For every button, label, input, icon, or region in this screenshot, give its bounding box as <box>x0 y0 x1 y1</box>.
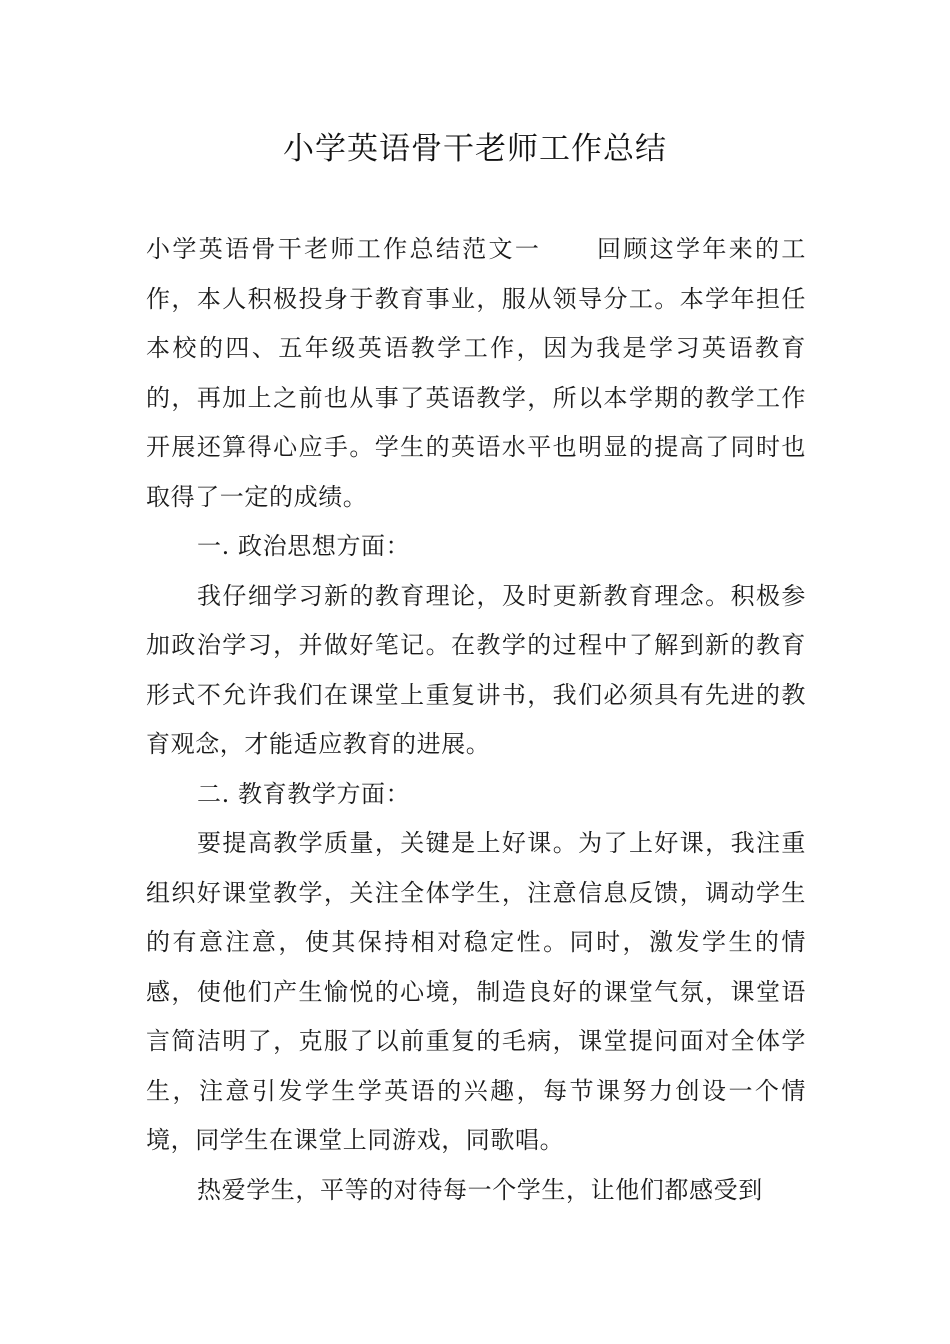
document-title: 小学英语骨干老师工作总结 <box>283 131 667 167</box>
document-body <box>146 225 806 1215</box>
section-paragraph-teaching: 要提高教学质量，关键是上好课。为了上好课，我注重组织好课堂教学，关注全体学生，注意信息反馈，调动学生的有意注意，使其保持相对稳定性。同时，激发学生的情感，使他们产生愉悦的心境，制造良好的课堂气氛，课堂语言简洁明了，克服了以前重复的毛病，课堂提问面对全体学生，注意引发学生学英语的兴趣，每节课努力创设一个情境，同学生在课堂上同游戏，同歌唱。 <box>146 829 806 1154</box>
section-paragraph-students: 热爱学生，平等的对待每一个学生，让他们都感受到 <box>197 1175 763 1204</box>
section-heading-politics: 一. 政治思想方面： <box>197 532 411 560</box>
intro-text: 回顾这学年来的工作，本人积极投身于教育事业，服从领导分工。本学年担任本校的四、五年级英语教学工作，因为我是学习英语教育的，再加上之前也从事了英语教学，所以本学期的教学工作开展还算得心应手。学生的英语水平也明显的提高了同时也取得了一定的成绩。 <box>146 235 806 511</box>
section-heading-teaching: 二. 教育教学方面： <box>197 779 411 808</box>
intro-heading: 小学英语骨干老师工作总结范文一 <box>146 235 542 263</box>
section-paragraph-politics: 我仔细学习新的教育理论，及时更新教育理念。积极参加政治学习，并做好笔记。在教学的过程中了解到新的教育形式不允许我们在课堂上重复讲书，我们必须具有先进的教育观念，才能适应教育的进展。 <box>146 581 806 758</box>
intro-paragraph <box>146 225 806 522</box>
